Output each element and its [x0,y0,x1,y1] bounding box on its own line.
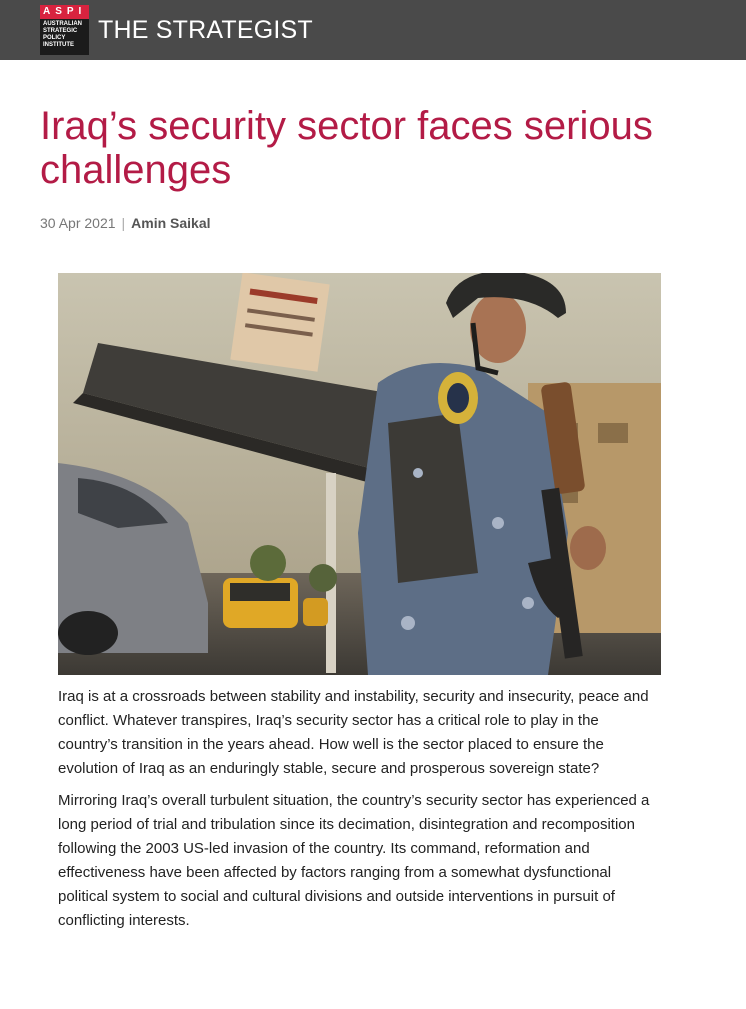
site-header [0,0,746,60]
article-meta [40,214,211,232]
hero-illustration [58,273,661,675]
logo-line: INSTITUTE [43,42,74,48]
author-link[interactable]: Amin Saikal [131,215,211,231]
logo-subtitle [43,21,89,49]
article-title: Iraq’s security sector faces serious challenges [40,104,653,192]
site-title-link[interactable]: THE STRATEGIST [98,16,313,44]
article-body [58,685,662,941]
logo-line: AUSTRALIAN [43,21,82,27]
logo-line: STRATEGIC [43,28,78,34]
article-date: 30 Apr 2021 [40,215,116,231]
meta-separator: | [121,215,126,231]
article-paragraph: Iraq is at a crossroads between stability and instability, security and insecurity, peace and conflict. Whatever transpires, Iraq’s security sector has a critical role to play in the country’s transition in the years ahead. How well is the sector placed to ensure the evolution of Iraq as an enduringly stable, secure and prosperous sovereign state? [58,688,649,777]
hero-image [58,273,661,675]
logo-acronym: ASPI [40,5,89,19]
aspi-logo[interactable] [40,5,89,55]
logo-line: POLICY [43,35,66,41]
article-paragraph: Mirroring Iraq’s overall turbulent situation, the country’s security sector has experienced a long period of trial and tribulation since its decimation, disintegration and recomposition following the 2003 US-led invasion of the country. Its command, reformation and effectiveness have been affected by factors ranging from a somewhat dysfunctional political system to social and cultural divisions and outside interventions in pursuit of conflicting interests. [58,792,650,929]
